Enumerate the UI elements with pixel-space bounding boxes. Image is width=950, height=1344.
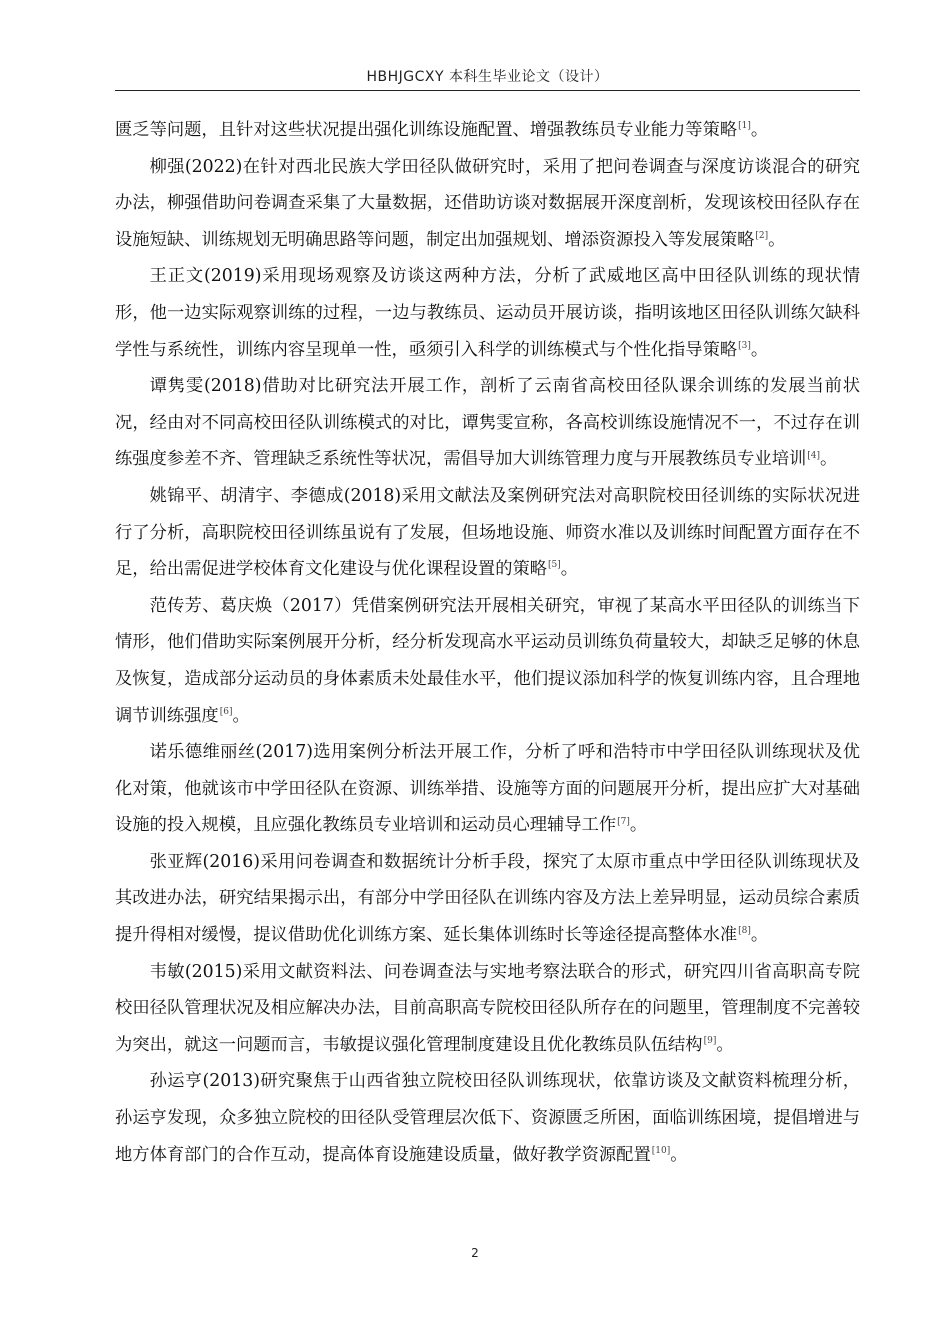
header-rule: [115, 90, 860, 91]
paragraph-text: 孙运亨(2013)研究聚焦于山西省独立院校田径队训练现状，依靠访谈及文献资料梳理分析，孙运亨发现，众多独立院校的田径队受管理层次低下、资源匮乏所困，面临训练困境，提倡增进与地方体育部门的合作互动，提高体育设施建设质量，做好教学资源配置: [115, 1071, 860, 1165]
paragraph-end: 。: [670, 1144, 688, 1165]
paragraph-text: 张亚辉(2016)采用问卷调查和数据统计分析手段，探究了太原市重点中学田径队训练现状及其改进办法，研究结果揭示出，有部分中学田径队在训练内容及方法上差异明显，运动员综合素质提升得相对缓慢，提议借助优化训练方案、延长集体训练时长等途径提高整体水准: [115, 851, 860, 946]
paragraph-text: 王正文(2019)采用现场观察及访谈这两种方法，分析了武威地区高中田径队训练的现状情形，他一边实际观察训练的过程，一边与教练员、运动员开展访谈，指明该地区田径队训练欠缺科学性与系统性，训练内容呈现单一性，亟须引入科学的训练模式与个性化指导策略: [115, 266, 860, 360]
page-number: 2: [471, 1246, 479, 1260]
paragraph-6: [115, 588, 860, 734]
citation-ref: [3]: [738, 340, 751, 351]
paragraph-text: 谭隽雯(2018)借助对比研究法开展工作，剖析了云南省高校田径队课余训练的发展当前状况，经由对不同高校田径队训练模式的对比，谭隽雯宣称，各高校训练设施情况不一，不过存在训练强度参差不齐、管理缺乏系统性等状况，需倡导加大训练管理力度与开展教练员专业培训: [115, 376, 860, 470]
paragraph-9: [115, 954, 860, 1064]
citation-ref: [5]: [548, 560, 561, 571]
citation-ref: [2]: [755, 231, 769, 242]
citation-ref: [6]: [219, 706, 233, 717]
paragraph-end: 。: [560, 559, 579, 580]
paragraph-end: 。: [629, 815, 648, 836]
paragraph-1: [115, 112, 860, 149]
paragraph-text: 柳强(2022)在针对西北民族大学田径队做研究时，采用了把问卷调查与深度访谈混合的研究办法，柳强借助问卷调查采集了大量数据，还借助访谈对数据展开深度剖析，发现该校田径队存在设施短缺、训练规划无明确思路等问题，制定出加强规划、增添资源投入等发展策略: [115, 156, 860, 250]
paragraph-text: 韦敏(2015)采用文献资料法、问卷调查法与实地考察法联合的形式，研究四川省高职高专院校田径队管理状况及相应解决办法，目前高职高专院校田径队所存在的问题里，管理制度不完善较为突出，就这一问题而言，韦敏提议强化管理制度建设且优化教练员队伍结构: [115, 961, 860, 1055]
paragraph-end: 。: [716, 1034, 734, 1055]
paragraph-end: 。: [820, 449, 838, 470]
body-text: [115, 112, 860, 1173]
paragraph-2: [115, 149, 860, 259]
citation-ref: [10]: [651, 1145, 671, 1156]
paragraph-end: 。: [750, 339, 769, 360]
paragraph-7: [115, 734, 860, 844]
paragraph-text: 范传芳、葛庆焕（2017）凭借案例研究法开展相关研究，审视了某高水平田径队的训练当下情形，他们借助实际案例展开分析，经分析发现高水平运动员训练负荷量较大，却缺乏足够的休息及恢复，造成部分运动员的身体素质未处最佳水平，他们提议添加科学的恢复训练内容，且合理地调节训练强度: [115, 595, 860, 726]
paragraph-8: [115, 844, 860, 954]
citation-ref: [1]: [738, 121, 751, 132]
paragraph-text: 匮乏等问题，且针对这些状况提出强化训练设施配置、增强教练员专业能力等策略: [115, 120, 738, 140]
citation-ref: [7]: [617, 816, 630, 827]
paragraph-text: 诺乐德维丽丝(2017)选用案例分析法开展工作，分析了呼和浩特市中学田径队训练现状及优化对策，他就该市中学田径队在资源、训练举措、设施等方面的问题展开分析，提出应扩大对基础设施的投入规模，且应强化教练员专业培训和运动员心理辅导工作: [115, 742, 860, 836]
citation-ref: [9]: [703, 1036, 717, 1047]
paragraph-end: 。: [750, 120, 769, 140]
paragraph-5: [115, 478, 860, 588]
paragraph-text: 姚锦平、胡清宇、李德成(2018)采用文献法及案例研究法对高职院校田径训练的实际状况进行了分析，高职院校田径训练虽说有了发展，但场地设施、师资水准以及训练时间配置方面存在不足，给出需促进学校体育文化建设与优化课程设置的策略: [115, 485, 860, 580]
citation-ref: [8]: [738, 926, 751, 937]
page-header: HBHJGCXY 本科生毕业论文（设计）: [366, 69, 609, 85]
paragraph-10: [115, 1063, 860, 1173]
paragraph-end: 。: [768, 229, 786, 250]
citation-ref: [4]: [807, 450, 821, 461]
paragraph-end: 。: [750, 925, 769, 946]
paragraph-end: 。: [232, 705, 250, 726]
paragraph-4: [115, 368, 860, 478]
paragraph-3: [115, 258, 860, 368]
